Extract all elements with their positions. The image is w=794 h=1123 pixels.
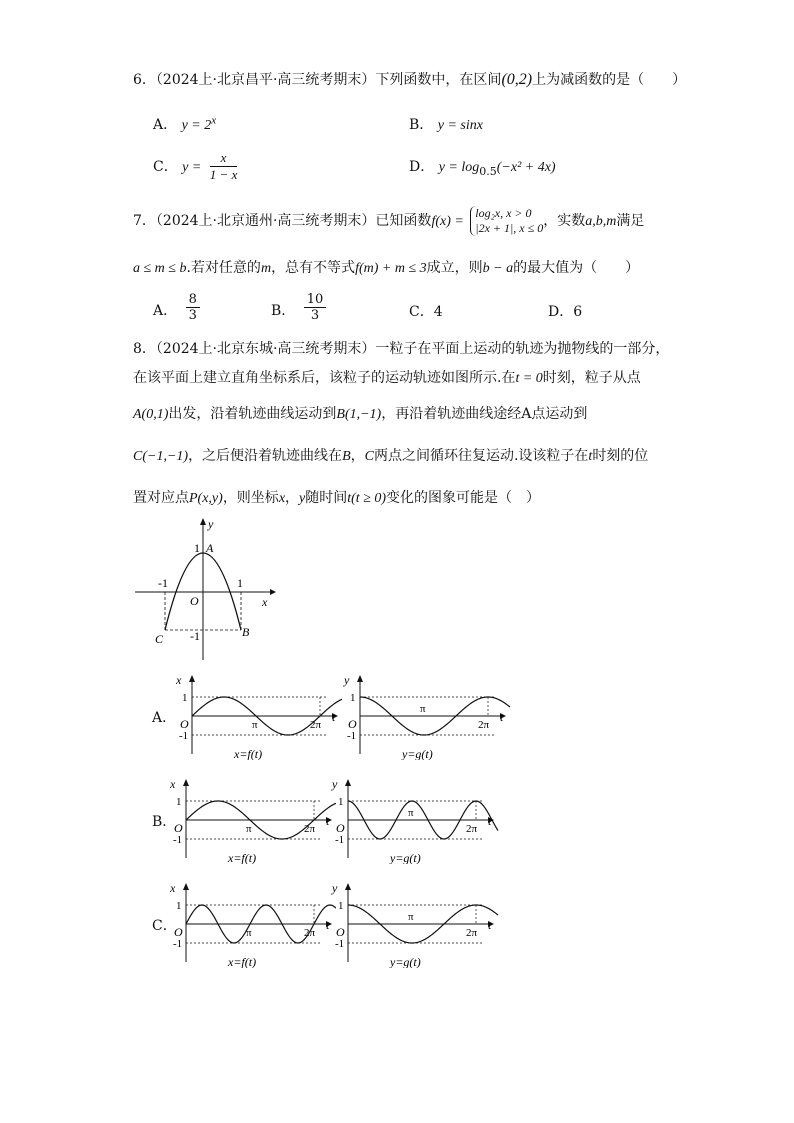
origin-label: O (180, 717, 189, 731)
q8-line1 (133, 339, 669, 359)
x-axis-arrow-icon (270, 589, 276, 595)
origin-label: O (336, 821, 345, 835)
fraction-den: 3 (188, 308, 197, 323)
option-label: A． (153, 303, 178, 319)
option-label: D．6 (548, 304, 583, 320)
q8-b: B (342, 449, 351, 464)
fig-y-label: y (208, 517, 214, 531)
q6-option-b[interactable] (409, 114, 483, 134)
two-pi-label: 2π (310, 719, 322, 731)
neg-one-label: -1 (173, 834, 183, 846)
fraction (304, 292, 327, 323)
fraction (186, 292, 200, 323)
option-label: B． (271, 303, 296, 319)
fraction-den: 1 − x (209, 167, 238, 182)
q8-c: C (364, 449, 374, 464)
q8-y: y (299, 491, 306, 506)
q8-point-p: P(x,y) (189, 491, 223, 506)
neg-one-label: -1 (335, 834, 345, 846)
q7-inequality: f(m) + m ≤ 3 (355, 261, 427, 276)
q8-text: 在该平面上建立直角坐标系后，该粒子的运动轨迹如图所示.在 (133, 370, 516, 386)
one-label: 1 (182, 692, 188, 704)
q8-text: 变化的图象可能是（ ） (386, 490, 541, 506)
option-label: A． (153, 117, 178, 133)
q8-text: 8．（2024上·北京东城·高三统考期末）一粒子在平面上运动的轨迹为抛物线的一部分， (133, 341, 670, 357)
fraction-num: 10 (304, 292, 327, 308)
neg-one-label: -1 (335, 938, 345, 950)
q7-stem-b: ，实数 (543, 213, 586, 229)
q8-point-c: C(−1,−1) (133, 449, 189, 464)
y-axis-arrow-icon (200, 518, 206, 525)
fig-origin: O (190, 594, 199, 608)
q7-range: a ≤ m ≤ b (133, 261, 187, 276)
origin-label: O (348, 717, 357, 731)
two-pi-label: 2π (304, 823, 316, 835)
caption: x=f(t) (228, 851, 257, 864)
q6-stem-b: 上为减函数的是（ ） (532, 72, 687, 88)
vertical-axis-arrow-icon (183, 779, 189, 786)
t-label: t (500, 710, 504, 724)
q8-text: ，之后便沿着轨迹曲线在 (188, 448, 343, 464)
fig-label-neg1x: -1 (158, 576, 168, 590)
fig-label-neg1y: -1 (190, 629, 200, 643)
q7-stem-c: 满足 (616, 213, 645, 229)
q8-text: 随时间 (305, 490, 348, 506)
q8-text: 时刻，粒子从点 (542, 370, 641, 386)
q8-line4 (133, 446, 648, 467)
option-label: D． (409, 159, 435, 175)
two-pi-label: 2π (478, 719, 490, 731)
axis-label: x (176, 673, 182, 687)
t-label: t (326, 918, 330, 932)
neg-one-label: -1 (173, 938, 183, 950)
q8-point-b: B(1,−1) (336, 407, 382, 422)
q6-option-c[interactable] (153, 150, 237, 183)
pi-label: π (420, 703, 426, 715)
option-expr: y = log (438, 160, 480, 175)
neg-one-label: -1 (179, 730, 189, 742)
axis-label: y (332, 881, 338, 895)
q8-text: ， (285, 490, 300, 506)
fig-x-label: x (262, 595, 268, 609)
q8-text: 两点之间循环往复运动.设该粒子在 (373, 448, 589, 464)
origin-label: O (336, 925, 345, 939)
caption: x=f(t) (234, 747, 263, 760)
q7-text: ，总有不等式 (271, 260, 356, 276)
origin-label: O (174, 821, 183, 835)
graph-c-x (166, 880, 336, 968)
pi-label: π (246, 823, 252, 835)
q7-fx: f(x) = (431, 214, 464, 229)
axis-label: x (170, 881, 176, 895)
case-1: log₂x, x > 0 (475, 206, 532, 220)
axis-label: x (170, 777, 176, 791)
q7-stem-a: 7．（2024上·北京通州·高三统考期末）已知函数 (133, 213, 432, 229)
fraction-num: 8 (186, 292, 200, 308)
q6-option-d[interactable] (409, 156, 556, 178)
option-arg: (−x² + 4x) (496, 160, 556, 175)
graph-a-y (340, 672, 512, 760)
vertical-axis-arrow-icon (345, 883, 351, 890)
graph-c-y (328, 880, 500, 968)
q7-option-a[interactable] (153, 292, 200, 323)
one-label: 1 (176, 900, 182, 912)
two-pi-label: 2π (466, 927, 478, 939)
caption: y=g(t) (390, 851, 421, 864)
q7-text: .若对任意的 (186, 260, 261, 276)
q7-vars: a,b,m (585, 214, 617, 229)
two-pi-label: 2π (304, 927, 316, 939)
q8-line5 (133, 488, 540, 509)
q8-point-a: A(0,1) (133, 407, 169, 422)
option-expr: y = 2 (181, 118, 212, 133)
q6-stem-a: 6．（2024上·北京昌平·高三统考期末）下列函数中，在区间 (133, 72, 502, 88)
q7-option-c[interactable] (409, 301, 443, 321)
q8-t-range: t(t ≥ 0) (347, 491, 387, 506)
q8-t: t (588, 449, 593, 464)
two-pi-label: 2π (466, 823, 478, 835)
pi-label: π (252, 719, 258, 731)
q6-stem (133, 70, 686, 90)
pi-label: π (246, 927, 252, 939)
piecewise (470, 206, 543, 236)
fig-label-a: A (206, 541, 214, 555)
fig-label-c: C (155, 632, 164, 646)
q8-text: 时刻的位 (592, 448, 649, 464)
q7-m: m (260, 261, 272, 276)
q8-t0: t = 0 (515, 371, 543, 386)
pi-label: π (408, 807, 414, 819)
one-label: 1 (338, 796, 344, 808)
graph-option-c-label[interactable]: C． (152, 918, 177, 934)
option-sup: x (211, 114, 217, 127)
vertical-axis-arrow-icon (357, 675, 363, 682)
option-label: C． (153, 159, 178, 175)
q8-text: 出发，沿着轨迹曲线运动到 (168, 406, 337, 422)
q7-option-d[interactable] (548, 301, 582, 321)
q6-option-a[interactable] (153, 114, 216, 134)
origin-label: O (174, 925, 183, 939)
option-expr: y = sinx (437, 118, 483, 133)
q7-text: 的最大值为（ ） (513, 260, 640, 276)
q7-text: 成立，则 (426, 260, 483, 276)
q8-line2 (133, 368, 641, 389)
fraction-den: 3 (310, 308, 320, 323)
t-label: t (488, 918, 492, 932)
graph-a-x (172, 672, 342, 760)
vertical-axis-arrow-icon (183, 883, 189, 890)
option-lhs: y = (182, 160, 202, 175)
case-2: |2x + 1|, x ≤ 0 (475, 221, 544, 235)
axis-label: y (344, 673, 350, 687)
caption: y=g(t) (390, 955, 421, 968)
neg-one-label: -1 (347, 730, 357, 742)
caption: y=g(t) (402, 747, 433, 760)
fig-label-b: B (242, 625, 250, 639)
q6-interval: (0,2) (501, 71, 533, 88)
option-label: C．4 (409, 304, 443, 320)
vertical-axis-arrow-icon (189, 675, 195, 682)
q8-text: ，再沿着轨迹曲线途经A点运动到 (381, 406, 588, 422)
q8-x: x (278, 491, 286, 506)
fraction-num: x (210, 150, 238, 167)
graph-b-x (166, 776, 336, 864)
q8-text: ， (350, 448, 365, 464)
axis-label: y (332, 777, 338, 791)
graph-b-y (328, 776, 500, 864)
q8-text: ，则坐标 (222, 490, 279, 506)
option-sub: 0.5 (479, 164, 497, 178)
q7-stem-line2 (133, 258, 639, 279)
t-label: t (488, 814, 492, 828)
fraction (210, 150, 238, 183)
pi-label: π (408, 911, 414, 923)
one-label: 1 (350, 692, 356, 704)
t-label: t (326, 814, 330, 828)
q8-text: 置对应点 (133, 490, 189, 506)
parabola-figure (130, 515, 280, 665)
fig-label-1x: 1 (237, 576, 243, 590)
graph-option-a-label[interactable]: A． (152, 710, 177, 726)
graph-option-b-label[interactable]: B． (152, 814, 177, 830)
caption: x=f(t) (228, 955, 257, 968)
one-label: 1 (176, 796, 182, 808)
q7-stem (133, 206, 644, 236)
q7-b-minus-a: b − a (482, 261, 514, 276)
fig-label-1y: 1 (194, 541, 200, 555)
option-label: B． (409, 117, 434, 133)
q8-line3 (133, 404, 587, 425)
one-label: 1 (338, 900, 344, 912)
t-label: t (332, 710, 336, 724)
vertical-axis-arrow-icon (345, 779, 351, 786)
q7-option-b[interactable] (271, 292, 326, 323)
